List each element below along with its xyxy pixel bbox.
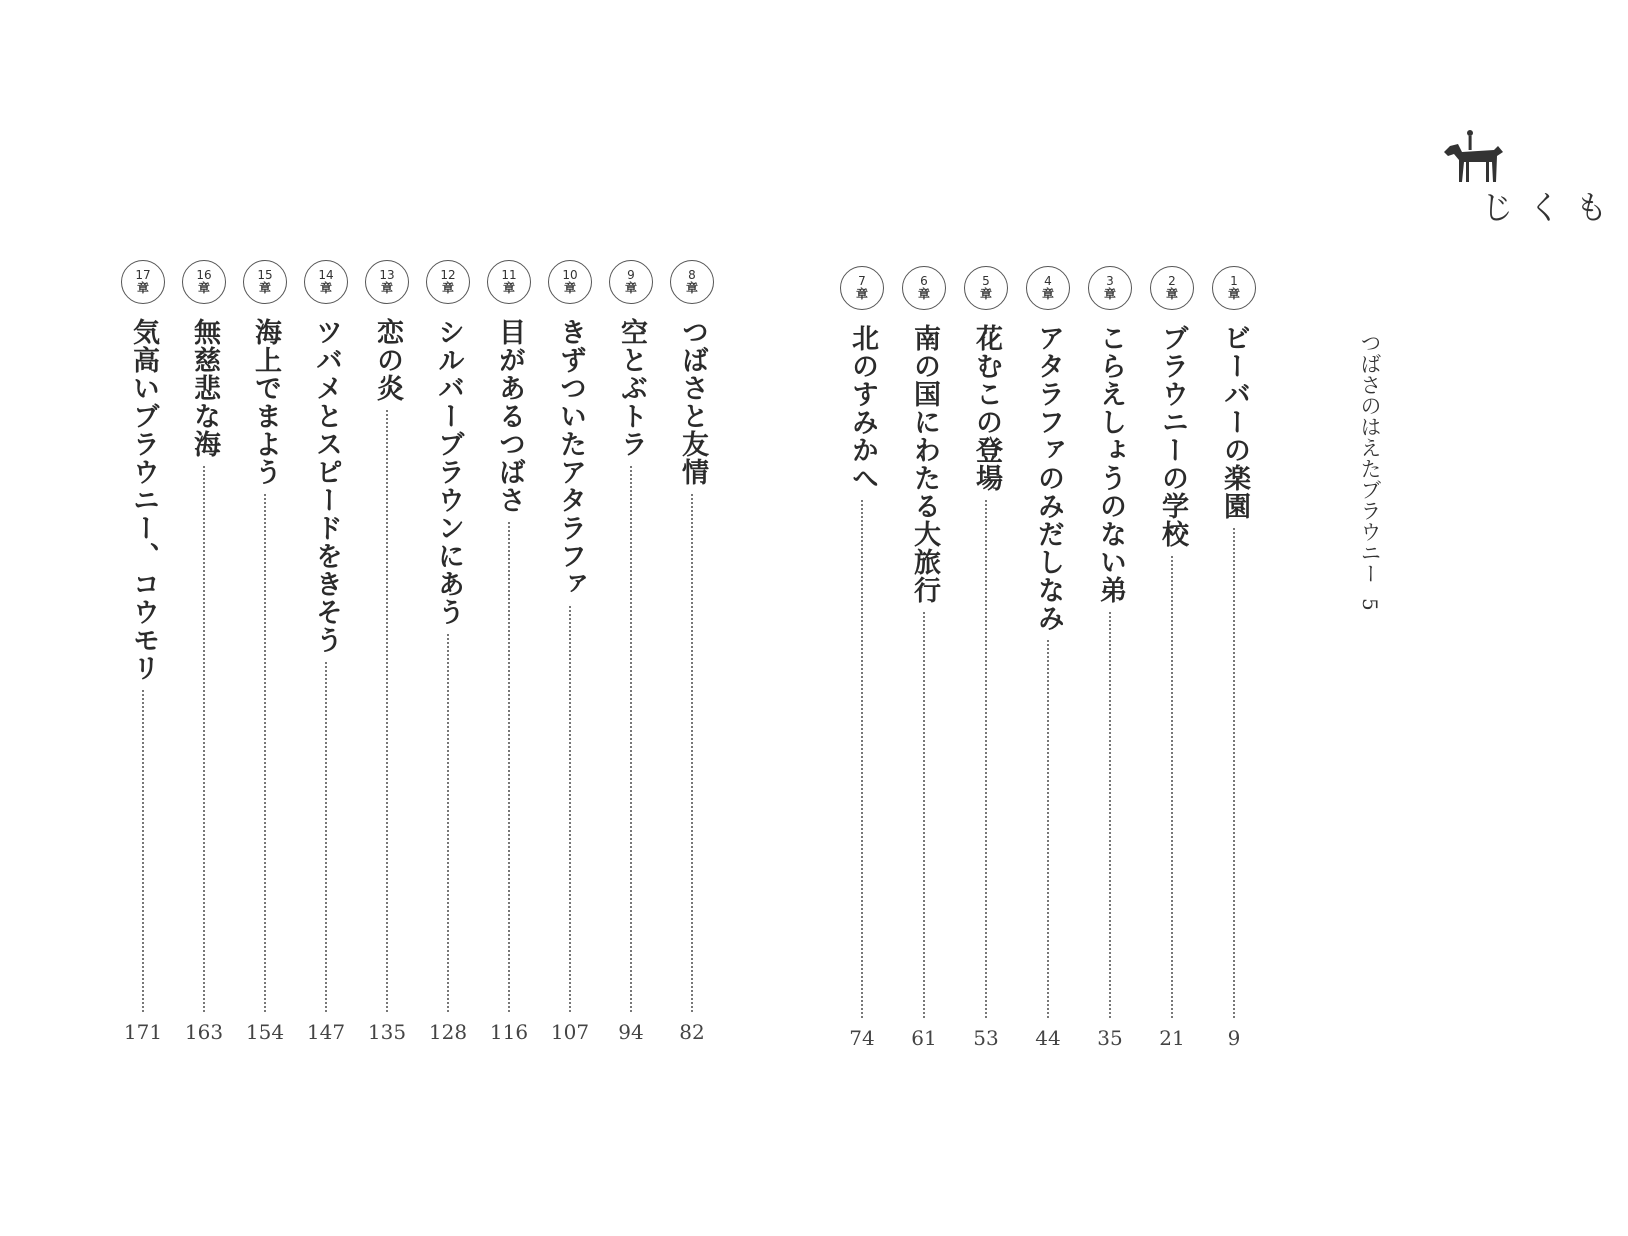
- chapter-title: 北のすみかへ: [847, 324, 878, 492]
- chapter-entry-10[interactable]: [545, 260, 595, 1050]
- chapter-number: 12: [440, 268, 456, 282]
- chapter-number: 1: [1230, 274, 1238, 288]
- chapter-number-badge: [1026, 266, 1070, 310]
- chapter-number: 8: [688, 268, 696, 282]
- chapter-title: 花むこの登場: [971, 324, 1002, 492]
- chapter-number-badge: [243, 260, 287, 304]
- chapter-entry-11[interactable]: [484, 260, 534, 1050]
- chapter-label: 章: [685, 281, 698, 295]
- chapter-page: 107: [550, 1020, 590, 1044]
- chapter-number-badge: [548, 260, 592, 304]
- chapter-entry-1[interactable]: [1209, 266, 1259, 1056]
- chapter-number: 14: [318, 268, 334, 282]
- chapter-entry-13[interactable]: [362, 260, 412, 1050]
- chapter-title: きずついたアタラファ: [555, 318, 586, 598]
- chapter-page: 135: [367, 1020, 407, 1044]
- dotted-leader: [1047, 640, 1049, 1018]
- chapter-entry-17[interactable]: [118, 260, 168, 1050]
- chapter-title: こらえしょうのない弟: [1095, 324, 1126, 604]
- prologue-page: 5: [1358, 598, 1382, 611]
- chapter-number-badge: [365, 260, 409, 304]
- chapter-label: 章: [855, 287, 868, 301]
- dotted-leader: [508, 522, 510, 1012]
- chapter-label: 章: [1103, 287, 1116, 301]
- chapter-title: 気高いブラウニー、コウモリ: [128, 318, 159, 682]
- chapter-label: 章: [563, 281, 576, 295]
- dotted-leader: [447, 634, 449, 1012]
- chapter-title: 無慈悲な海: [189, 318, 220, 458]
- chapter-title: 海上でまよう: [250, 318, 281, 486]
- chapter-page: 94: [618, 1020, 644, 1044]
- chapter-title: つばさと友情: [677, 318, 708, 486]
- chapter-entry-7[interactable]: [837, 266, 887, 1056]
- chapter-number-badge: [426, 260, 470, 304]
- chapter-number: 6: [920, 274, 928, 288]
- chapter-entry-16[interactable]: [179, 260, 229, 1050]
- chapter-entry-3[interactable]: [1085, 266, 1135, 1056]
- chapter-title: ツバメとスピードをきそう: [311, 318, 342, 654]
- chapter-number: 15: [257, 268, 273, 282]
- chapter-number-badge: [121, 260, 165, 304]
- chapter-title: シルバーブラウンにあう: [433, 318, 464, 626]
- chapter-number: 3: [1106, 274, 1114, 288]
- chapter-label: 章: [1041, 287, 1054, 301]
- chapter-title: 南の国にわたる大旅行: [909, 324, 940, 604]
- chapter-label: 章: [917, 287, 930, 301]
- chapter-entry-6[interactable]: [899, 266, 949, 1056]
- chapter-number: 17: [135, 268, 151, 282]
- dotted-leader: [985, 500, 987, 1018]
- dotted-leader: [1109, 612, 1111, 1018]
- chapter-number-badge: [1212, 266, 1256, 310]
- chapter-entry-8[interactable]: [667, 260, 717, 1050]
- chapter-title: 目があるつばさ: [494, 318, 525, 514]
- chapter-number-badge: [304, 260, 348, 304]
- chapter-number: 4: [1044, 274, 1052, 288]
- chapter-page: 163: [184, 1020, 224, 1044]
- chapter-page: 147: [306, 1020, 346, 1044]
- chapter-page: 171: [123, 1020, 163, 1044]
- toc-title: もくじ: [1476, 190, 1609, 233]
- dotted-leader: [142, 690, 144, 1012]
- chapter-label: 章: [258, 281, 271, 295]
- chapter-title: 空とぶトラ: [616, 318, 647, 458]
- chapter-number-badge: [1088, 266, 1132, 310]
- chapter-label: 章: [1227, 287, 1240, 301]
- chapter-number: 7: [858, 274, 866, 288]
- chapter-page: 35: [1097, 1026, 1123, 1050]
- chapter-title: 恋の炎: [372, 318, 403, 402]
- chapter-page: 128: [428, 1020, 468, 1044]
- chapter-number: 13: [379, 268, 395, 282]
- chapter-label: 章: [441, 281, 454, 295]
- dotted-leader: [861, 500, 863, 1018]
- chapter-entry-14[interactable]: [301, 260, 351, 1050]
- chapter-page: 9: [1227, 1026, 1241, 1050]
- chapter-title: ブラウニーの学校: [1157, 324, 1188, 548]
- dotted-leader: [264, 494, 266, 1012]
- chapter-entry-15[interactable]: [240, 260, 290, 1050]
- chapter-number: 9: [627, 268, 635, 282]
- chapter-label: 章: [319, 281, 332, 295]
- chapter-label: 章: [1165, 287, 1178, 301]
- chapter-entry-5[interactable]: [961, 266, 1011, 1056]
- horse-rider-icon: [1440, 128, 1506, 184]
- chapter-page: 61: [911, 1026, 937, 1050]
- chapter-label: 章: [197, 281, 210, 295]
- chapter-number-badge: [182, 260, 226, 304]
- chapter-page: 74: [849, 1026, 875, 1050]
- chapter-title: アタラファのみだしなみ: [1033, 324, 1064, 632]
- chapter-number: 10: [562, 268, 578, 282]
- chapter-number: 16: [196, 268, 212, 282]
- chapter-label: 章: [979, 287, 992, 301]
- dotted-leader: [630, 466, 632, 1012]
- chapter-page: 44: [1035, 1026, 1061, 1050]
- chapter-label: 章: [502, 281, 515, 295]
- chapter-label: 章: [380, 281, 393, 295]
- chapter-number-badge: [902, 266, 946, 310]
- chapter-entry-4[interactable]: [1023, 266, 1073, 1056]
- chapter-number: 5: [982, 274, 990, 288]
- dotted-leader: [923, 612, 925, 1018]
- chapter-number-badge: [964, 266, 1008, 310]
- dotted-leader: [325, 662, 327, 1012]
- dotted-leader: [203, 466, 205, 1012]
- chapter-page: 116: [489, 1020, 529, 1044]
- chapter-number-badge: [487, 260, 531, 304]
- dotted-leader: [386, 410, 388, 1012]
- chapter-label: 章: [136, 281, 149, 295]
- chapter-page: 21: [1159, 1026, 1185, 1050]
- chapter-label: 章: [624, 281, 637, 295]
- chapter-title: ビーバーの楽園: [1219, 324, 1250, 520]
- dotted-leader: [569, 606, 571, 1012]
- prologue-entry[interactable]: [1355, 332, 1385, 611]
- prologue-title: つばさのはえたブラウニー: [1358, 332, 1382, 584]
- chapter-number-badge: [609, 260, 653, 304]
- chapter-entry-2[interactable]: [1147, 266, 1197, 1056]
- dotted-leader: [1171, 556, 1173, 1018]
- chapter-page: 82: [679, 1020, 705, 1044]
- chapter-number-badge: [670, 260, 714, 304]
- chapter-number-badge: [840, 266, 884, 310]
- chapter-entry-9[interactable]: [606, 260, 656, 1050]
- chapter-entry-12[interactable]: [423, 260, 473, 1050]
- chapter-number-badge: [1150, 266, 1194, 310]
- chapter-page: 154: [245, 1020, 285, 1044]
- dotted-leader: [691, 494, 693, 1012]
- chapter-page: 53: [973, 1026, 999, 1050]
- chapter-number: 11: [501, 268, 517, 282]
- dotted-leader: [1233, 528, 1235, 1018]
- chapter-number: 2: [1168, 274, 1176, 288]
